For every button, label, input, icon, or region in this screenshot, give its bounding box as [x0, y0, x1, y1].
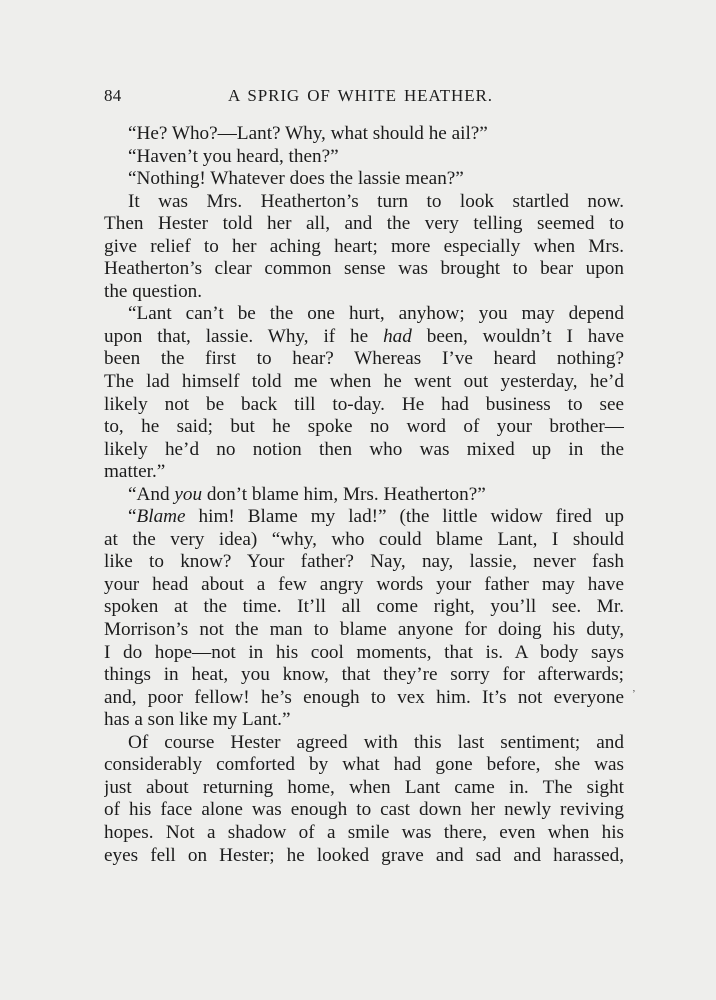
- text-line: I do hope—not in his cool moments, that is. A body says: [104, 641, 624, 663]
- text-line: spoken at the time. It’ll all come right, you’ll see. Mr.: [104, 596, 624, 618]
- text-line: give relief to her aching heart; more especially when Mrs.: [104, 235, 624, 257]
- text-line: of his face alone was enough to cast down her newly reviving: [104, 799, 624, 821]
- text-line: Heatherton’s clear common sense was brought to bear upon: [104, 258, 624, 280]
- text-line: your head about a few angry words your father may have: [104, 573, 624, 595]
- text-line: has a son like my Lant.”: [104, 709, 291, 731]
- text-line: just about returning home, when Lant came in. The sight: [104, 776, 624, 798]
- text-line: Of course Hester agreed with this last sentiment; and: [128, 731, 624, 753]
- body-text: [104, 123, 624, 867]
- page-number: 84: [104, 86, 122, 105]
- text-line: likely not be back till to-day. He had business to see: [104, 393, 624, 415]
- running-title: A SPRIG OF WHITE HEATHER.: [228, 86, 493, 105]
- text-line: The lad himself told me when he went out yesterday, he’d: [104, 371, 624, 393]
- text-line: “Haven’t you heard, then?”: [128, 145, 339, 167]
- text-line: things in heat, you know, that they’re sorry for afterwards;: [104, 664, 624, 686]
- text-line: likely he’d no notion then who was mixed up in the: [104, 438, 624, 460]
- text-line: hopes. Not a shadow of a smile was there, even when his: [104, 821, 624, 843]
- text-line: eyes fell on Hester; he looked grave and sad and harassed,: [104, 844, 624, 866]
- text-line: upon that, lassie. Why, if he had been, wouldn’t I have: [104, 325, 624, 347]
- text-line: to, he said; but he spoke no word of your brother—: [104, 416, 624, 438]
- text-line: matter.”: [104, 461, 166, 483]
- text-line: Morrison’s not the man to blame anyone for doing his duty,: [104, 619, 624, 641]
- text-line: the question.: [104, 280, 203, 302]
- text-line: like to know? Your father? Nay, nay, lassie, never fash: [104, 551, 624, 573]
- page-header: [104, 86, 624, 112]
- text-line: “And you don’t blame him, Mrs. Heatherton?”: [128, 483, 486, 505]
- text-line: Then Hester told her all, and the very telling seemed to: [104, 213, 624, 235]
- text-line: considerably comforted by what had gone before, she was: [104, 754, 624, 776]
- text-line: “Nothing! Whatever does the lassie mean?”: [128, 168, 464, 190]
- stray-mark: ’: [632, 688, 636, 700]
- text-line: It was Mrs. Heatherton’s turn to look startled now.: [128, 190, 624, 212]
- text-line: “Lant can’t be the one hurt, anyhow; you may depend: [128, 303, 624, 325]
- text-line: “Blame him! Blame my lad!” (the little widow fired up: [128, 506, 624, 528]
- text-line: at the very idea) “why, who could blame Lant, I should: [104, 528, 624, 550]
- text-line: “He? Who?—Lant? Why, what should he ail?”: [128, 123, 488, 144]
- text-line: and, poor fellow! he’s enough to vex him. It’s not everyone: [104, 686, 624, 708]
- text-line: been the first to hear? Whereas I’ve heard nothing?: [104, 348, 624, 370]
